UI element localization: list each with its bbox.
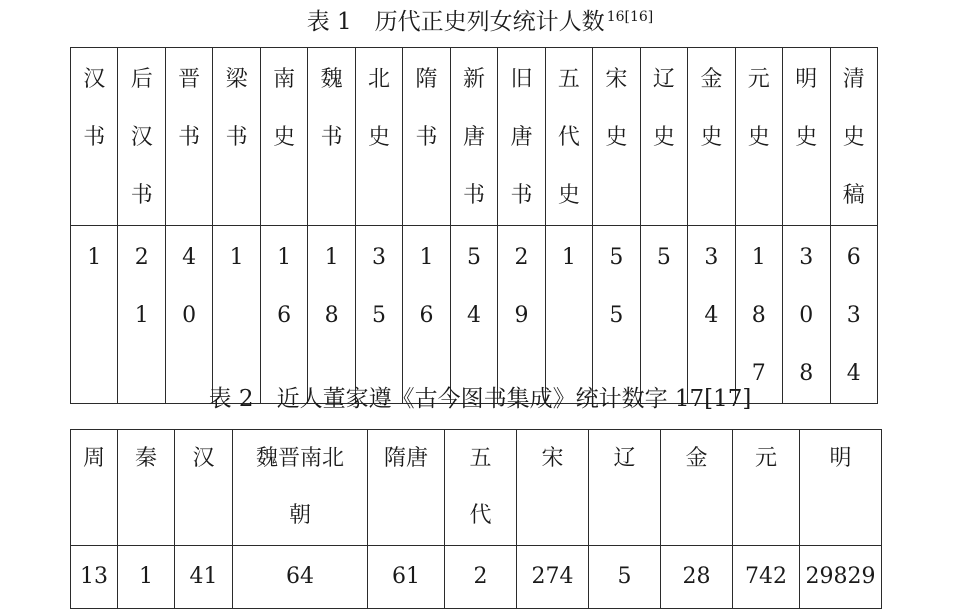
value-text: 1 <box>229 245 244 270</box>
header-label: 元史 <box>747 67 770 150</box>
value-text: 5 <box>656 245 671 270</box>
table1-value-cell <box>688 226 735 404</box>
table1-header-cell <box>71 48 118 226</box>
table2-value-cell <box>517 546 589 609</box>
table1-value-cell <box>593 226 640 404</box>
table1-header-cell <box>165 48 212 226</box>
header-label: 辽 <box>613 446 636 471</box>
table1-value-cell <box>640 226 687 404</box>
header-label: 晋书 <box>178 67 201 150</box>
table1-caption-text: 表 1 历代正史列女统计人数 <box>306 9 605 35</box>
value-text: 29829 <box>805 564 876 589</box>
table1-header-cell <box>213 48 260 226</box>
header-label: 隋书 <box>415 67 438 150</box>
table2-value-cell <box>368 546 445 609</box>
table2-header-cell <box>118 430 175 546</box>
table1-header-row <box>71 48 878 226</box>
value-text: 41 <box>189 564 218 589</box>
table1-header-cell <box>403 48 450 226</box>
table2-value-cell <box>175 546 233 609</box>
table1-header-cell <box>308 48 355 226</box>
table2-value-cell <box>233 546 368 609</box>
header-label: 宋 <box>541 446 564 471</box>
header-label: 明 <box>829 446 852 471</box>
header-label: 汉书 <box>83 67 106 150</box>
header-label: 魏书 <box>320 67 343 150</box>
table1-header-cell <box>640 48 687 226</box>
value-text: 1 <box>139 564 153 589</box>
table1-value-cell <box>71 226 118 404</box>
table1-value-cell <box>545 226 592 404</box>
table1-header-cell <box>118 48 165 226</box>
header-label: 梁书 <box>225 67 248 150</box>
table2-header-cell <box>800 430 882 546</box>
table2-value-cell <box>71 546 118 609</box>
table1-value-cell <box>213 226 260 404</box>
table1-value-cell <box>450 226 497 404</box>
value-text: 308 <box>799 245 814 386</box>
table2-caption <box>0 384 960 414</box>
table2-caption-text: 表 2 近人董家遵《古今图书集成》统计数字 17[17] <box>208 386 752 412</box>
value-text: 61 <box>392 564 420 589</box>
table1 <box>70 47 878 404</box>
value-text: 187 <box>751 245 766 386</box>
table1-value-cell <box>498 226 545 404</box>
table1-header-cell <box>735 48 782 226</box>
table2-header-cell <box>661 430 733 546</box>
value-text: 1 <box>87 245 102 270</box>
table2 <box>70 429 882 609</box>
table2-value-cell <box>800 546 882 609</box>
value-text: 274 <box>531 564 574 589</box>
header-label: 宋史 <box>605 67 628 150</box>
header-label: 后汉书 <box>130 67 153 208</box>
value-text: 35 <box>372 245 387 328</box>
table1-caption <box>0 2 960 37</box>
header-label: 北史 <box>368 67 391 150</box>
value-text: 55 <box>609 245 624 328</box>
table1-header-cell <box>688 48 735 226</box>
value-text: 16 <box>277 245 292 328</box>
value-text: 34 <box>704 245 719 328</box>
header-label: 汉 <box>192 446 215 471</box>
table1-header-cell <box>355 48 402 226</box>
header-label: 旧唐书 <box>510 67 533 208</box>
value-text: 13 <box>80 564 108 589</box>
value-text: 18 <box>324 245 339 328</box>
table1-header-cell <box>593 48 640 226</box>
header-label: 元 <box>754 446 777 471</box>
table1-header-cell <box>260 48 307 226</box>
table1-header-cell <box>545 48 592 226</box>
value-text: 21 <box>134 245 149 328</box>
table1-value-cell <box>735 226 782 404</box>
table2-header-cell <box>733 430 800 546</box>
value-text: 64 <box>286 564 314 589</box>
table1-header-cell <box>830 48 877 226</box>
table2-header-cell <box>589 430 661 546</box>
table2-header-cell <box>368 430 445 546</box>
table2-header-cell <box>175 430 233 546</box>
table1-header-cell <box>450 48 497 226</box>
value-text: 28 <box>682 564 711 589</box>
value-text: 634 <box>846 245 861 386</box>
table1-value-cell <box>830 226 877 404</box>
table1-value-cell <box>355 226 402 404</box>
header-label: 辽史 <box>652 67 675 150</box>
header-label: 周 <box>82 446 105 471</box>
value-text: 1 <box>561 245 576 270</box>
table1-value-cell <box>403 226 450 404</box>
table2-value-cell <box>589 546 661 609</box>
value-text: 742 <box>745 564 787 589</box>
table2-value-cell <box>118 546 175 609</box>
table1-value-cell <box>260 226 307 404</box>
header-label: 新唐书 <box>462 67 485 208</box>
table1-reference: 16[16] <box>606 9 654 25</box>
header-label: 隋唐 <box>383 446 428 471</box>
table2-header-cell <box>71 430 118 546</box>
header-label: 南史 <box>273 67 296 150</box>
value-text: 5 <box>617 564 632 589</box>
header-label: 明史 <box>795 67 818 150</box>
table1-header-cell <box>783 48 830 226</box>
table2-value-cell <box>445 546 517 609</box>
table1-value-cell <box>783 226 830 404</box>
value-text: 54 <box>466 245 481 328</box>
table2-header-cell <box>445 430 517 546</box>
table1-value-row <box>71 226 878 404</box>
table2-value-cell <box>661 546 733 609</box>
table1-header-cell <box>498 48 545 226</box>
value-text: 16 <box>419 245 434 328</box>
value-text: 29 <box>514 245 529 328</box>
table2-header-row <box>71 430 882 546</box>
value-text: 2 <box>473 564 488 589</box>
table1-value-cell <box>165 226 212 404</box>
table2-header-cell <box>517 430 589 546</box>
header-label: 金 <box>685 446 708 471</box>
table2-value-cell <box>733 546 800 609</box>
header-label: 秦 <box>134 446 157 471</box>
header-label: 魏晋南北朝 <box>255 446 344 528</box>
table2-value-row <box>71 546 882 609</box>
header-label: 金史 <box>700 67 723 150</box>
header-label: 清史稿 <box>842 67 865 208</box>
table1-value-cell <box>308 226 355 404</box>
header-label: 五代史 <box>557 67 580 208</box>
header-label: 五代 <box>469 446 492 528</box>
value-text: 40 <box>182 245 197 328</box>
table2-header-cell <box>233 430 368 546</box>
table1-value-cell <box>118 226 165 404</box>
